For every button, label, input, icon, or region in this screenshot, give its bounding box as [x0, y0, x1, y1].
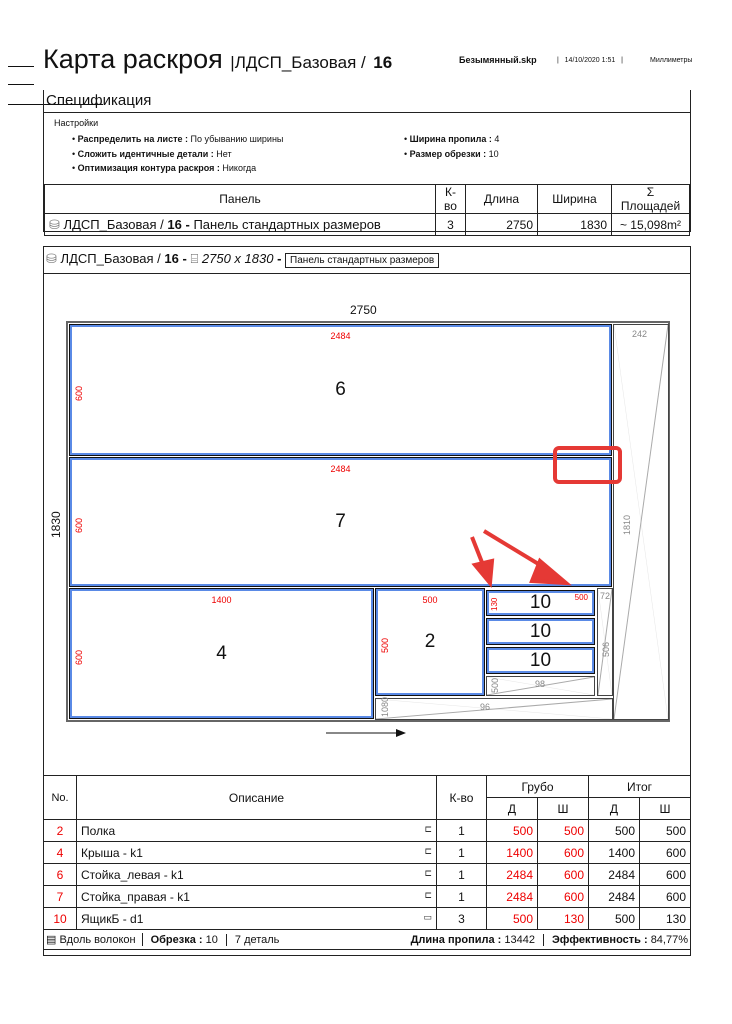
decor-line — [8, 84, 34, 85]
cell-qty: 1 — [437, 842, 487, 864]
piece-number: 4 — [216, 642, 227, 664]
efficiency-label: Эффективность : — [551, 933, 648, 946]
col-qty: К-во — [437, 776, 487, 820]
material: ЛДСП_Базовая / — [60, 251, 161, 266]
waste-width: 1080 — [380, 696, 390, 717]
separator: | — [230, 53, 235, 72]
setting-item: • Оптимизация контура раскроя : Никогда — [72, 163, 257, 173]
waste-cross-icon — [376, 696, 612, 719]
cell-desc — [77, 908, 437, 930]
cell-fl: 1400 — [589, 842, 640, 864]
col-rough: Грубо — [487, 776, 589, 798]
piece-width: 600 — [74, 649, 84, 665]
waste-length: 242 — [632, 329, 648, 339]
piece-length: 1400 — [211, 595, 232, 605]
edge-banding-icon: ⊏ — [424, 890, 432, 900]
col-rough-l: Д — [487, 798, 538, 820]
col-area: Σ Площадей — [612, 185, 690, 214]
piece-width: 130 — [490, 597, 499, 611]
piece-6[interactable] — [69, 324, 612, 456]
table-row[interactable] — [44, 908, 691, 930]
setting-value: 10 — [488, 148, 499, 159]
part-description: ЯщикБ - d1 — [81, 911, 144, 926]
units: Миллиметры — [650, 57, 693, 64]
cell-rl: 2484 — [487, 886, 538, 908]
piece-number: 10 — [529, 592, 552, 613]
table-row[interactable] — [44, 864, 691, 886]
settings-title: Настройки — [54, 118, 99, 128]
piece-number: 2 — [424, 631, 436, 652]
cell-fl: 500 — [589, 908, 640, 930]
cell-no: 7 — [44, 886, 77, 908]
setting-value: Нет — [216, 148, 232, 159]
cell-fl: 2484 — [589, 864, 640, 886]
cell-rw: 500 — [538, 820, 589, 842]
col-panel: Панель — [45, 185, 436, 214]
panel-name: Панель стандартных размеров — [193, 216, 381, 232]
edge-banding-icon: ⊏ — [424, 868, 432, 878]
sheet-width-label: 2750 — [350, 303, 377, 317]
dash: - — [277, 251, 282, 266]
waste-length: 72 — [600, 591, 611, 601]
width: 1830 — [538, 214, 612, 236]
cell-fw: 500 — [640, 820, 691, 842]
piece-length: 2484 — [330, 464, 351, 474]
waste-width: 500 — [490, 677, 500, 693]
col-length: Длина — [466, 185, 538, 214]
part-description: Полка — [81, 823, 116, 838]
setting-item: • Распределить на листе : По убыванию ширины — [72, 134, 284, 144]
dash: - — [185, 216, 190, 232]
title-text: Карта раскроя — [43, 44, 223, 74]
cell-fw: 600 — [640, 886, 691, 908]
cell-rw: 600 — [538, 864, 589, 886]
part-description: Стойка_левая - k1 — [81, 867, 184, 882]
trim-value: 10 — [205, 933, 218, 946]
cell-no: 4 — [44, 842, 77, 864]
cell-fw: 130 — [640, 908, 691, 930]
trim-label: Обрезка : — [150, 933, 203, 946]
cell-rl: 1400 — [487, 842, 538, 864]
cell-rw: 130 — [538, 908, 589, 930]
dash: - — [182, 251, 187, 266]
waste-width: 506 — [601, 641, 611, 657]
piece-number: 10 — [529, 649, 552, 671]
date: | 14/10/2020 1:51 | — [557, 57, 623, 64]
cell-fl: 2484 — [589, 886, 640, 908]
sheet-header — [46, 251, 439, 267]
piece-10[interactable] — [486, 590, 595, 616]
cell-rw: 600 — [538, 842, 589, 864]
cell-no: 6 — [44, 864, 77, 886]
cell-desc — [77, 864, 437, 886]
part-count: 7 деталь — [234, 933, 280, 946]
waste-width: 1810 — [622, 514, 632, 535]
setting-key: Оптимизация контура раскроя : — [77, 163, 220, 173]
setting-item: • Сложить идентичные детали : Нет — [72, 148, 232, 159]
cell-qty: 3 — [437, 908, 487, 930]
waste-area — [613, 324, 669, 720]
col-final-w: Ш — [640, 798, 691, 820]
decor-line — [8, 66, 34, 67]
efficiency-value: 84,77% — [650, 933, 688, 946]
cutting-sheet — [66, 321, 670, 722]
piece-length: 500 — [422, 595, 438, 605]
cell-fw: 600 — [640, 864, 691, 886]
setting-value: 4 — [494, 134, 500, 144]
cell-no: 10 — [44, 908, 77, 930]
piece-2[interactable] — [375, 588, 485, 696]
spec-section — [43, 90, 691, 232]
area: ~ 15,098m² — [612, 214, 690, 236]
sheet-type-badge: Панель стандартных размеров — [285, 253, 439, 268]
table-row[interactable] — [44, 886, 691, 908]
cell-qty: 1 — [437, 886, 487, 908]
setting-value: Никогда — [222, 163, 257, 173]
parts-footer — [43, 930, 691, 950]
cell-fl: 500 — [589, 820, 640, 842]
cut-length-label: Длина пропила : — [410, 933, 502, 946]
thickness: 16 — [164, 251, 179, 266]
parts-table — [43, 775, 691, 950]
col-final-l: Д — [589, 798, 640, 820]
waste-area — [597, 588, 613, 696]
col-no: No. — [44, 776, 77, 820]
cell-qty: 1 — [437, 864, 487, 886]
setting-item: • Ширина пропила : 4 — [404, 134, 500, 144]
piece-10[interactable] — [486, 647, 595, 674]
cell-rl: 2484 — [487, 864, 538, 886]
waste-area — [375, 698, 613, 720]
piece-length: 500 — [574, 593, 588, 602]
material-icon: ⛁ — [49, 216, 60, 232]
page-title — [43, 44, 392, 75]
setting-key: Ширина пропила : — [409, 134, 492, 144]
qty: 3 — [436, 214, 466, 236]
setting-key: Размер обрезки : — [409, 148, 487, 159]
file-name: Безымянный.skp — [459, 55, 537, 65]
sheet-size: 2750 x 1830 — [201, 251, 274, 266]
cell-rl: 500 — [487, 820, 538, 842]
col-rough-w: Ш — [538, 798, 589, 820]
thickness: 16 — [167, 216, 182, 232]
settings-right — [404, 132, 499, 161]
highlight-box — [553, 446, 622, 484]
edge-banding-icon: ⊏ — [424, 846, 432, 856]
material: ЛДСП_Базовая / — [63, 216, 164, 232]
settings-left — [72, 132, 283, 176]
cell-desc — [77, 842, 437, 864]
material-icon: ⛁ — [46, 251, 57, 266]
part-description: Стойка_правая - k1 — [81, 889, 190, 904]
panel-table — [44, 184, 690, 236]
piece-number: 6 — [335, 379, 346, 400]
grain-icon: ▤ — [46, 934, 57, 946]
piece-10[interactable] — [486, 618, 595, 645]
sheet-height-label: 1830 — [49, 511, 63, 538]
table-row[interactable] — [44, 820, 691, 842]
grain: Вдоль волокон — [59, 934, 136, 946]
cell-qty: 1 — [437, 820, 487, 842]
table-row[interactable] — [44, 842, 691, 864]
material: ЛДСП_Базовая / — [234, 53, 366, 72]
col-qty: К-во — [436, 185, 466, 214]
piece-width: 600 — [74, 385, 84, 401]
full-edge-icon: ▭ — [423, 912, 432, 922]
cut-length-value: 13442 — [504, 933, 535, 946]
thickness: 16 — [373, 53, 393, 72]
part-description: Крыша - k1 — [81, 845, 143, 860]
cell-desc — [77, 820, 437, 842]
piece-4[interactable] — [69, 588, 374, 719]
sheet-size-icon: ⌸ — [190, 251, 199, 266]
cell-desc — [77, 886, 437, 908]
col-final: Итог — [589, 776, 691, 798]
piece-number: 10 — [529, 620, 552, 642]
setting-value: По убыванию ширины — [190, 134, 284, 144]
cell-fw: 600 — [640, 842, 691, 864]
table-row[interactable] — [45, 214, 690, 236]
waste-length: 98 — [535, 679, 546, 689]
annotation-arrows — [460, 525, 580, 589]
spec-title: Спецификация — [46, 92, 152, 109]
length: 2750 — [466, 214, 538, 236]
date-text: 14/10/2020 1:51 — [564, 57, 616, 64]
edge-banding-icon: ⊏ — [424, 824, 432, 834]
setting-key: Сложить идентичные детали : — [77, 148, 214, 159]
waste-area — [486, 676, 595, 696]
arrow-icon — [472, 531, 566, 583]
piece-width: 600 — [74, 517, 84, 533]
piece-length: 2484 — [330, 331, 351, 341]
setting-item: • Размер обрезки : 10 — [404, 148, 499, 159]
col-desc: Описание — [77, 776, 437, 820]
piece-width: 500 — [380, 637, 390, 653]
cell-no: 2 — [44, 820, 77, 842]
col-width: Ширина — [538, 185, 612, 214]
piece-number: 7 — [335, 511, 346, 532]
grain-direction-arrow — [326, 728, 408, 738]
waste-length: 96 — [480, 702, 491, 712]
setting-key: Распределить на листе : — [77, 134, 189, 144]
cell-rw: 600 — [538, 886, 589, 908]
cell-rl: 500 — [487, 908, 538, 930]
